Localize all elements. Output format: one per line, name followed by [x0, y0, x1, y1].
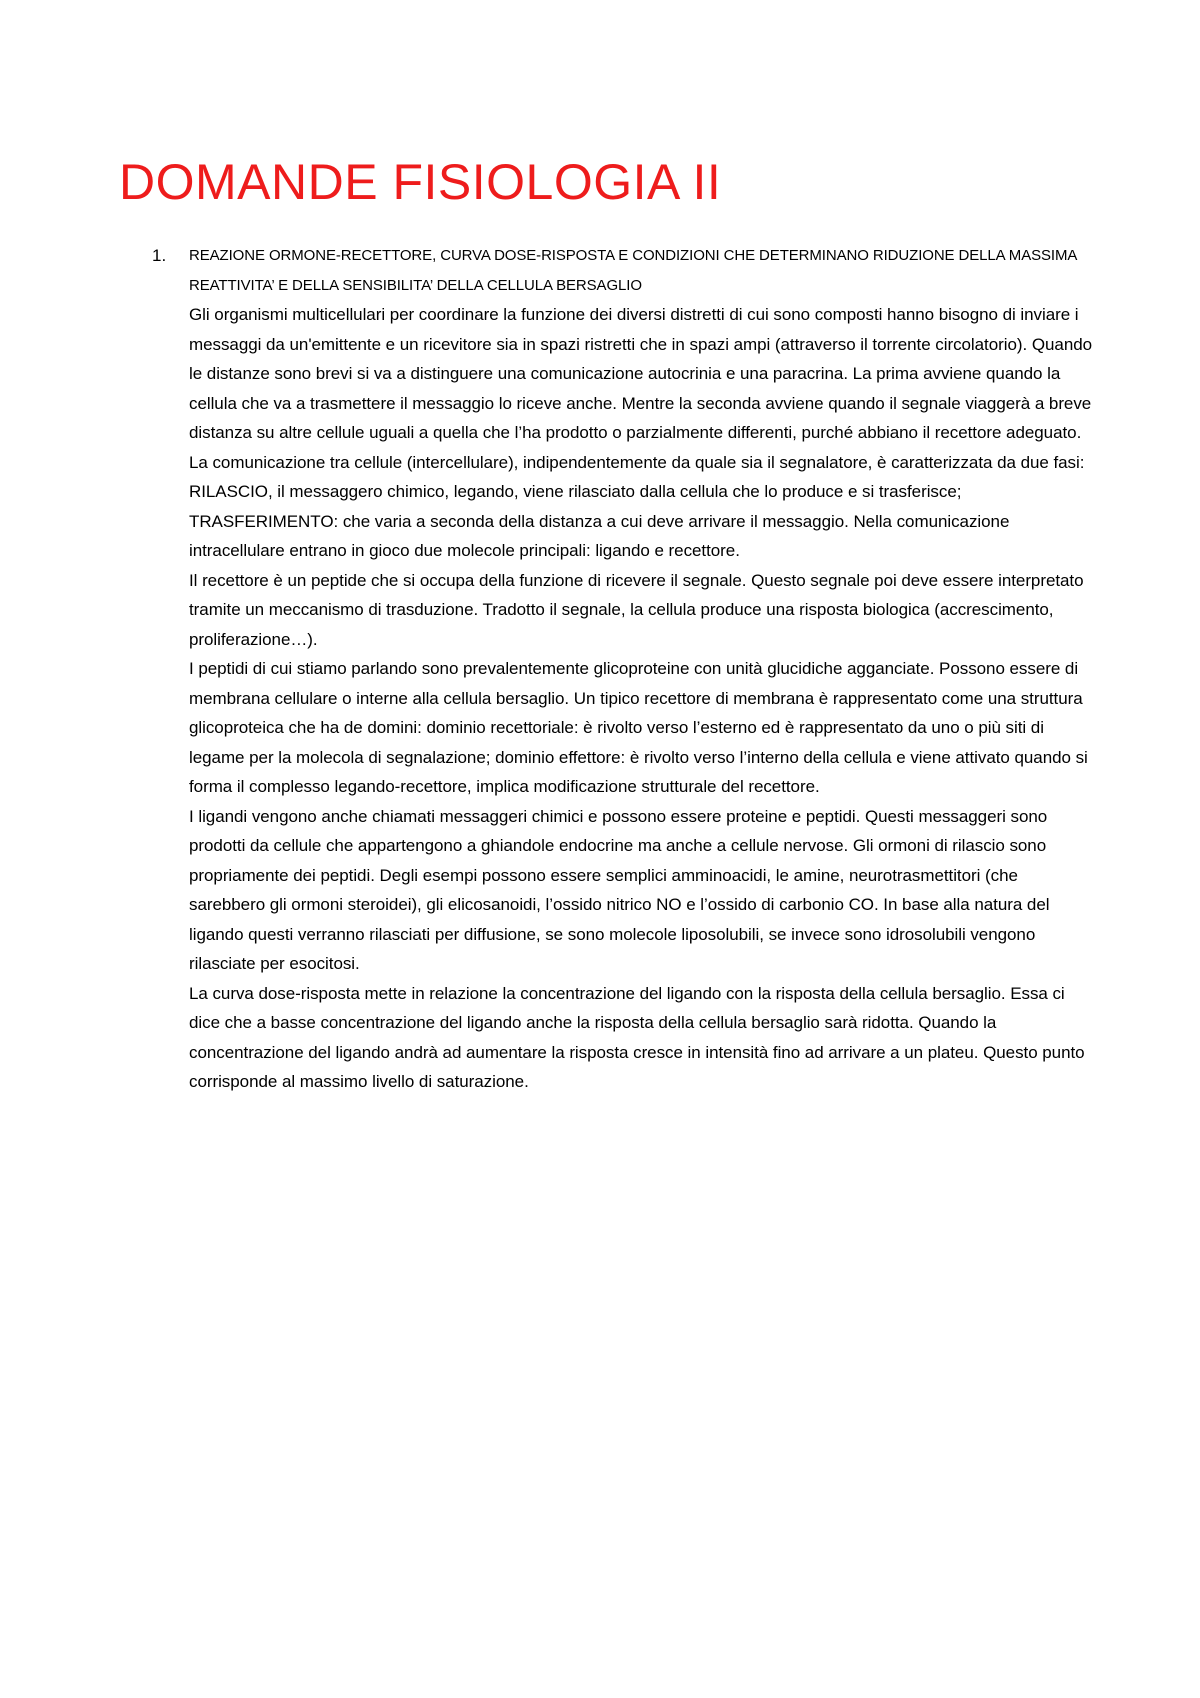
question-heading: REAZIONE ORMONE-RECETTORE, CURVA DOSE-RISPOSTA E CONDIZIONI CHE DETERMINANO RIDUZIONE DELLA MASSIMA REATTIVITA’ E DELLA SENSIBILITA’ DELLA CELLULA BERSAGLIO: [189, 247, 1077, 294]
question-number: 1.: [152, 246, 167, 265]
answer-paragraph-dose-response: La curva dose-risposta mette in relazione la concentrazione del ligando con la risposta della cellula bersaglio. Essa ci dice che a basse concentrazione del ligando anche la risposta della cellula bersaglio sarà ridotta. Quando la concentrazione del ligando andrà ad aumentare la risposta cresce in intensità fino ad arrivare a un plateu. Questo punto corrisponde al massimo livello di saturazione.: [189, 983, 1085, 1091]
answer-paragraph-receptor: Il recettore è un peptide che si occupa della funzione di ricevere il segnale. Questo segnale poi deve essere interpretato tramite un meccanismo di trasduzione. Tradotto il segnale, la cellula produce una risposta biologica (accrescimento, proliferazione…).: [189, 570, 1084, 649]
document-title: DOMANDE FISIOLOGIA II: [119, 154, 722, 210]
answer-paragraph-ligands: I ligandi vengono anche chiamati messaggeri chimici e possono essere proteine e peptidi. Questi messaggeri sono prodotti da cellule che appartengono a ghiandole endocrine ma anche a cellule nervose. Gli ormoni di rilascio sono propriamente dei peptidi. Degli esempi possono essere semplici amminoacidi, le amine, neurotrasmettitori (che sarebbero gli ormoni steroidei), gli elicosanoidi, l’ossido nitrico NO e l’ossido di carbonio CO. In base alla natura del ligando questi verranno rilasciati per diffusione, se sono molecole liposolubili, se invece sono idrosolubili vengono rilasciate per esocitosi.: [189, 806, 1050, 973]
answer-paragraph-peptides: I peptidi di cui stiamo parlando sono prevalentemente glicoproteine con unità glucidiche agganciate. Possono essere di membrana cellulare o interne alla cellula bersaglio. Un tipico recettore di membrana è rappresentato come una struttura glicoproteica che ha de domini: dominio recettoriale: è rivolto verso l’esterno ed è rappresentato da uno o più siti di legame per la molecola di segnalazione; dominio effettore: è rivolto verso l’interno della cellula e viene attivato quando si forma il complesso legando-recettore, implica modificazione strutturale del recettore.: [189, 659, 1088, 796]
answer-paragraph-communication: Gli organismi multicellulari per coordinare la funzione dei diversi distretti di cui sono composti hanno bisogno di inviare i messaggi da un'emittente e un ricevitore sia in spazi ristretti che in spazi ampi (attraverso il torrente circolatorio). Quando le distanze sono brevi si va a distinguere una comunicazione autocrinia e una paracrina. La prima avviene quando la cellula che va a trasmettere il messaggio lo riceve anche. Mentre la seconda avviene quando il segnale viaggerà a breve distanza su altre cellule uguali a quella che l’ha prodotto o parzialmente differenti, purché abbiano il recettore adeguato. La comunicazione tra cellule (intercellulare), indipendentemente da quale sia il segnalatore, è caratterizzata da due fasi: RILASCIO, il messaggero chimico, legando, viene rilasciato dalla cellula che lo produce e si trasferisce; TRASFERIMENTO: che varia a seconda della distanza a cui deve arrivare il messaggio. Nella comunicazione intracellulare entrano in gioco due molecole principali: ligando e recettore.: [189, 305, 1093, 560]
question-body: [189, 241, 1094, 1097]
